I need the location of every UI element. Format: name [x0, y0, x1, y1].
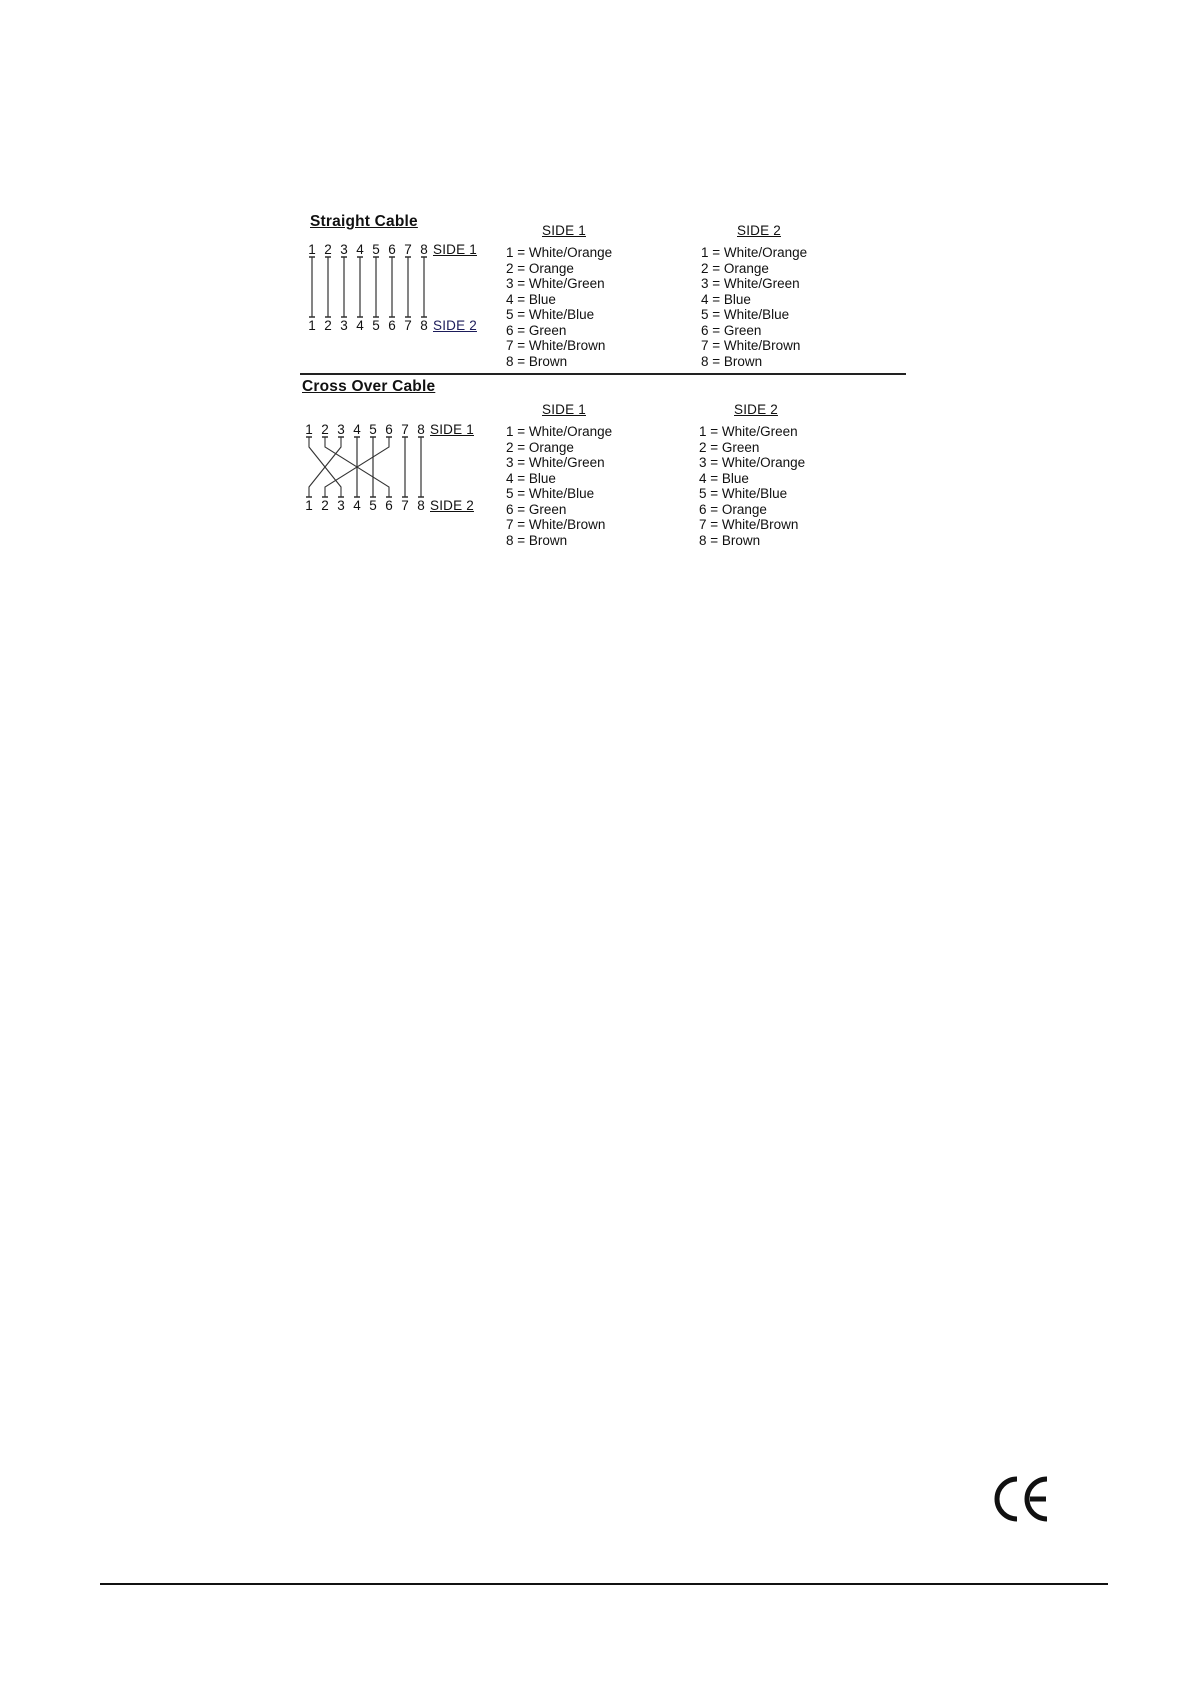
cross-cable-title: Cross Over Cable [302, 378, 436, 395]
list-item: 3 = White/Green [506, 455, 605, 470]
list-item: 4 = Blue [506, 291, 556, 307]
list-item: 4 = Blue [506, 470, 556, 486]
list-item: 7 = White/Brown [701, 338, 801, 353]
straight-side2-label: SIDE 2 [433, 318, 477, 333]
pin-number: 1 [308, 318, 316, 333]
pin-number: 1 [305, 422, 313, 437]
list-item: 5 = White/Blue [699, 486, 788, 501]
list-item: 1 = White/Green [699, 424, 798, 439]
pin-number: 5 [369, 498, 377, 513]
pin-number: 8 [417, 422, 425, 437]
pin-number: 7 [401, 498, 409, 513]
pin-number: 2 [321, 498, 329, 513]
pin-number: 2 [324, 318, 332, 333]
list-item: 7 = White/Brown [506, 517, 606, 532]
list-item: 7 = White/Brown [506, 338, 606, 353]
list-item: 5 = White/Blue [701, 307, 790, 322]
pin-number: 7 [404, 242, 412, 257]
list-item: 3 = White/Green [701, 276, 800, 291]
cross-col2-header: SIDE 2 [734, 402, 778, 417]
list-item: 2 = Orange [701, 260, 769, 276]
list-item: 2 = Orange [506, 439, 574, 455]
list-item: 1 = White/Orange [506, 424, 613, 439]
pin-number: 8 [417, 498, 425, 513]
pin-number: 3 [337, 498, 345, 513]
straight-col2-header: SIDE 2 [737, 223, 781, 238]
cross-side2-label: SIDE 2 [430, 498, 474, 513]
list-item: 8 = Brown [701, 353, 763, 369]
cross-side1-label: SIDE 1 [430, 422, 474, 437]
pin-number: 7 [401, 422, 409, 437]
list-item: 1 = White/Orange [701, 245, 808, 260]
pin-number: 6 [388, 318, 396, 333]
pin-number: 5 [372, 318, 380, 333]
list-item: 3 = White/Orange [699, 455, 806, 470]
list-item: 8 = Brown [506, 532, 568, 548]
pin-number: 4 [356, 242, 364, 257]
list-item: 6 = Green [701, 322, 762, 338]
ce-mark-icon [990, 1475, 1054, 1528]
list-item: 4 = Blue [699, 470, 749, 486]
list-item: 6 = Green [506, 322, 567, 338]
pin-number: 6 [385, 422, 393, 437]
straight-cable-title: Straight Cable [310, 213, 418, 230]
pin-number: 3 [337, 422, 345, 437]
pin-number: 1 [305, 498, 313, 513]
list-item: 1 = White/Orange [506, 245, 613, 260]
pin-number: 2 [324, 242, 332, 257]
list-item: 2 = Green [699, 439, 760, 455]
cross-col1-header: SIDE 1 [542, 402, 586, 417]
list-item: 5 = White/Blue [506, 486, 595, 501]
list-item: 7 = White/Brown [699, 517, 799, 532]
pin-number: 6 [385, 498, 393, 513]
pin-number: 3 [340, 242, 348, 257]
list-item: 6 = Green [506, 501, 567, 517]
footer-rule [100, 1583, 1108, 1585]
pin-number: 2 [321, 422, 329, 437]
pin-number: 4 [353, 498, 361, 513]
list-item: 3 = White/Green [506, 276, 605, 291]
list-item: 8 = Brown [506, 353, 568, 369]
straight-side1-label: SIDE 1 [433, 242, 477, 257]
pin-number: 8 [420, 318, 428, 333]
list-item: 2 = Orange [506, 260, 574, 276]
list-item: 8 = Brown [699, 532, 761, 548]
pin-number: 1 [308, 242, 316, 257]
list-item: 6 = Orange [699, 501, 767, 517]
pin-number: 7 [404, 318, 412, 333]
pin-number: 6 [388, 242, 396, 257]
pin-number: 5 [372, 242, 380, 257]
pin-number: 8 [420, 242, 428, 257]
pin-number: 4 [353, 422, 361, 437]
straight-col1-header: SIDE 1 [542, 223, 586, 238]
pin-number: 5 [369, 422, 377, 437]
pin-number: 4 [356, 318, 364, 333]
list-item: 4 = Blue [701, 291, 751, 307]
list-item: 5 = White/Blue [506, 307, 595, 322]
pin-number: 3 [340, 318, 348, 333]
